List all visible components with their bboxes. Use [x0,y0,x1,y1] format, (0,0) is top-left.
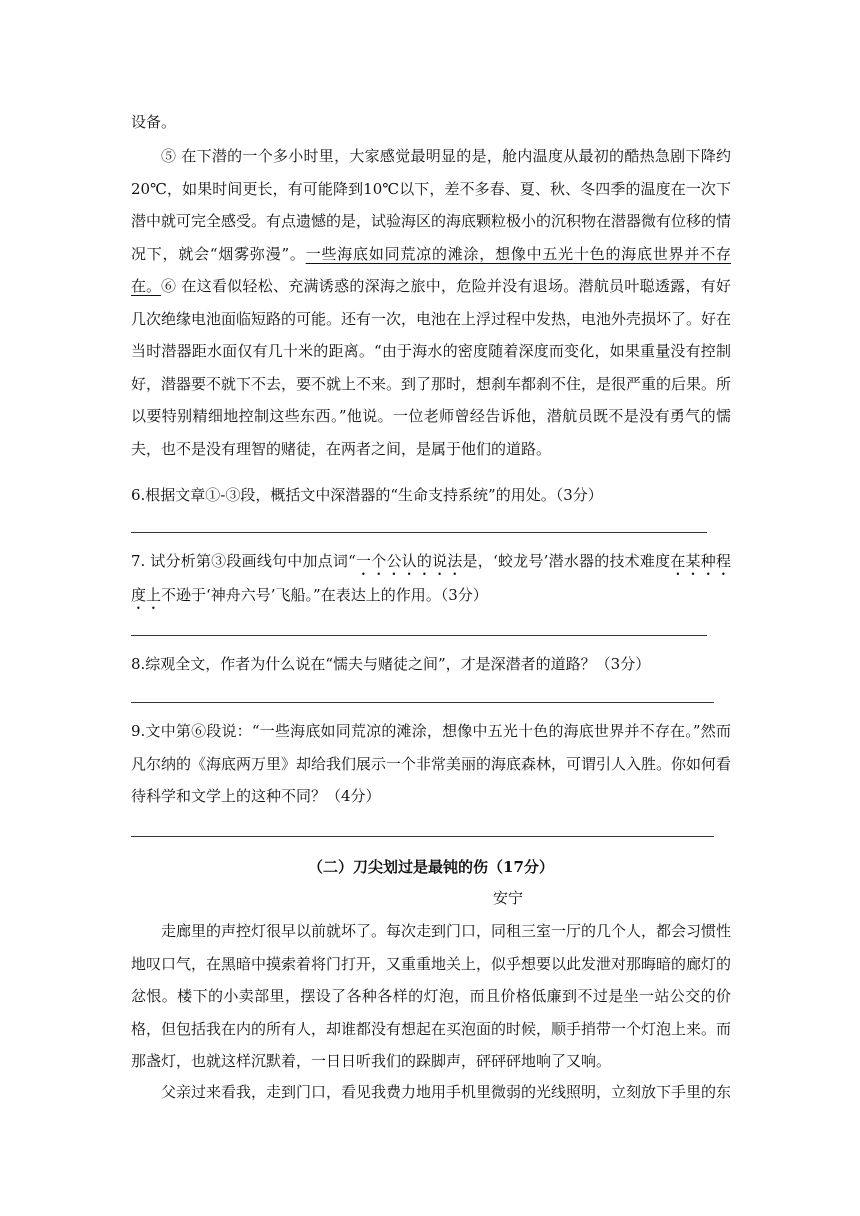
question-7-text-3: 不逊于‘神舟六号’飞船。”在表达上的作用。（3分） [161,586,488,604]
question-7-text-2: 是，‘蛟龙号’潜水器的技术难度 [462,552,671,570]
paragraph-continuation: 设备。 [131,113,177,131]
section-title: （二）刀尖划过是最钝的伤（17分） [308,858,554,876]
author-name: 安宁 [493,889,524,907]
emphasized-phrase-1: 一个公认的说法 [355,552,463,570]
question-6: 6.根据文章①-③段，概括文中深潜器的“生命支持系统”的用处。（3分） [131,486,603,504]
answer-line-q8[interactable] [131,702,714,703]
paragraph-5-text: ⑤ 在下潜的一个多小时里，大家感觉最明显的是，舱内温度从最初的酷热急剧下降约20℃，如果时间更长，有可能降到10℃以下，差不多春、夏、秋、冬四季的温度在一次下潜中就可完全感受。有点遗憾的是，试验海区的海底颗粒极小的沉积物在潜器微有位移的情况下，就会“烟雾弥漫”。 [131,147,732,263]
answer-line-q7[interactable] [131,635,707,636]
question-7 [131,545,731,613]
paragraph-6: ⑥ 在这看似轻松、充满诱惑的深海之旅中，危险并没有退场。潜航员叶聪透露，有好几次绝缘电池面临短路的可能。还有一次，电池在上浮过程中发热，电池外壳损坏了。好在当时潜器距水面仅有几十米的距离。“由于海水的密度随着深度而变化，如果重量没有控制好，潜器要不就下不去，要不就上不来。到了那时，想刹车都刹不住，是很严重的后果。所以要特别精细地控制这些东西。”他说。一位老师曾经告诉他，潜航员既不是没有勇气的懦夫，也不是没有理智的赌徒，在两者之间，是属于他们的道路。 [131,277,732,458]
underlined-sentence: 一些海底如同荒凉的滩涂，想像中五光十色的海底世界并不存在。 [131,244,731,295]
emphasized-phrase-2: 在某种程度上 [131,552,731,604]
section-2-paragraph-1: 走廊里的声控灯很早以前就坏了。每次走到门口，同租三室一厅的几个人，都会习惯性地叹口气，在黑暗中摸索着将门打开，又重重地关上，似乎想要以此发泄对那晦暗的廊灯的忿恨。楼下的小卖部里，摆设了各种各样的灯泡，而且价格低廉到不过是坐一站公交的价格，但包括我在内的所有人，却谁都没有想起在买泡面的时候，顺手捎带一个灯泡上来。而那盏灯，也就这样沉默着，一日日听我们的跺脚声，砰砰砰地响了又响。 [131,922,732,1070]
answer-line-q6[interactable] [131,532,707,533]
question-7-text-1: 7. 试分析第③段画线句中加点词“ [131,552,356,570]
section-2-paragraph-2: 父亲过来看我，走到门口，看见我费力地用手机里微弱的光线照明，立刻放下手里的东 [161,1083,732,1101]
question-8: 8.综观全文，作者为什么说在“懦夫与赌徒之间”，才是深潜者的道路？（3分） [131,655,651,673]
question-9: 9.文中第⑥段说：“一些海底如同荒凉的滩涂，想像中五光十色的海底世界并不存在。”然而凡尔纳的《海底两万里》却给我们展示一个非常美丽的海底森林，可谓引人入胜。你如何看待科学和文学上的这种不同？（4分） [131,722,732,805]
answer-line-q9[interactable] [131,836,714,837]
